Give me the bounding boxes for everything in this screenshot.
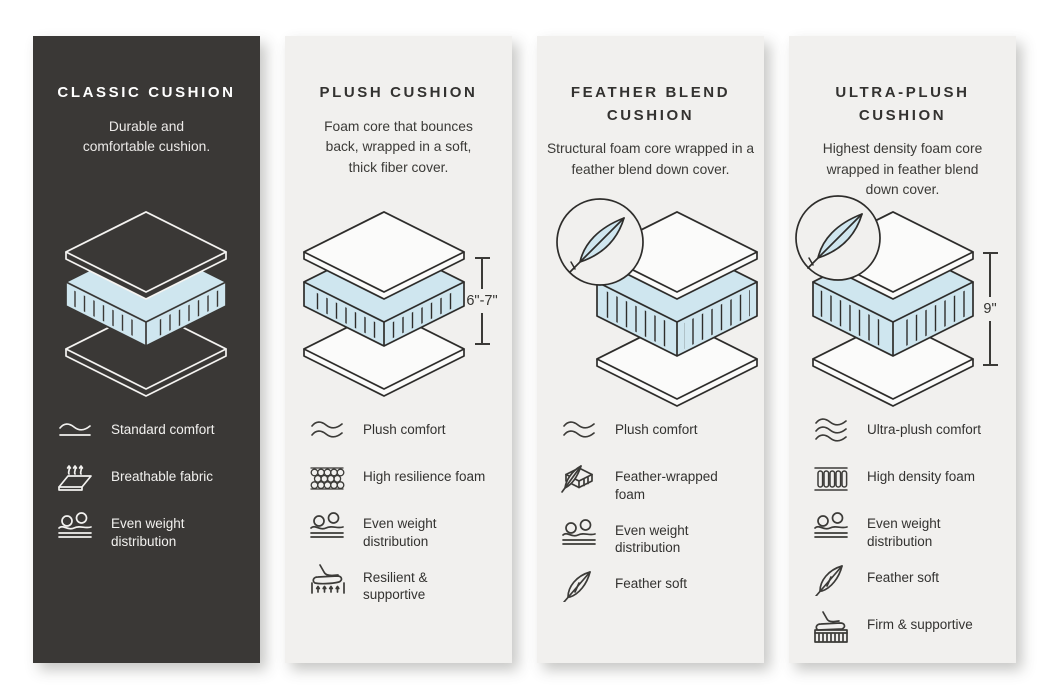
card-title: ULTRA-PLUSH CUSHION — [835, 84, 970, 124]
firm-support-icon — [811, 609, 851, 643]
feature-row — [559, 568, 756, 604]
feature-label: Plush comfort — [363, 422, 446, 437]
weight-distribution-icon — [307, 508, 347, 542]
density-foam-icon — [811, 461, 851, 495]
card-description: Foam core that bounces back, wrapped in a soft, thick fiber cover. — [324, 118, 473, 175]
feature-row — [307, 508, 504, 551]
honeycomb-foam-icon — [307, 461, 347, 495]
ruler-cap — [983, 364, 998, 366]
weight-distribution-icon — [55, 508, 95, 542]
feature-label: Even weight distribution — [363, 516, 437, 549]
ruler-cap — [475, 343, 490, 345]
ruler-line — [481, 313, 483, 343]
feature-label: Resilient & supportive — [363, 569, 428, 603]
cushion-layers-illustration — [789, 192, 1016, 414]
weight-distribution-icon — [811, 508, 851, 542]
card-description: Structural foam core wrapped in a feather blend down cover. — [546, 141, 755, 177]
feather-icon — [559, 568, 599, 602]
classic-cushion-card — [33, 36, 260, 663]
ruler-line — [481, 259, 483, 289]
feature-label: High density foam — [867, 469, 976, 484]
feature-row — [559, 414, 756, 450]
breathable-fabric-icon — [55, 461, 95, 495]
feature-row — [559, 515, 756, 558]
feature-row — [307, 461, 504, 497]
cushion-layers-illustration — [33, 192, 260, 414]
card-title: PLUSH CUSHION — [319, 84, 478, 101]
wave-single-icon — [55, 414, 95, 448]
feature-label: Firm & supportive — [867, 616, 973, 632]
feature-list — [55, 414, 252, 562]
ruler-line — [989, 254, 991, 297]
measurement-value: 6"-7" — [466, 293, 498, 309]
feature-row — [811, 609, 1008, 645]
feature-row — [811, 461, 1008, 497]
feature-row — [811, 414, 1008, 450]
feature-label: Ultra-plush comfort — [867, 422, 982, 437]
feature-row — [307, 562, 504, 605]
height-measurement — [460, 257, 504, 345]
wave-double-icon — [559, 414, 599, 448]
feature-label: Even weight distribution — [111, 516, 185, 549]
ruler-line — [989, 321, 991, 364]
card-description: Durable and comfortable cushion. — [82, 118, 211, 155]
feature-list — [559, 414, 756, 615]
cushion-layers-illustration — [285, 192, 512, 414]
card-description: Highest density foam core wrapped in feather blend down cover. — [822, 141, 983, 198]
cushion-layers-illustration — [537, 192, 764, 414]
feature-label: Plush comfort — [615, 422, 698, 437]
feature-label: Even weight distribution — [615, 522, 689, 556]
feature-label: Feather soft — [615, 576, 688, 592]
weight-distribution-icon — [559, 515, 599, 549]
feature-label: Breathable fabric — [111, 469, 214, 484]
wave-double-icon — [307, 414, 347, 448]
ultra-plush-cushion-card — [789, 36, 1016, 663]
feature-row — [307, 414, 504, 450]
feature-row — [811, 562, 1008, 598]
feature-row — [55, 414, 252, 450]
cushion-exploded-diagram-with-feather — [537, 192, 764, 412]
card-title: CLASSIC CUSHION — [57, 84, 236, 101]
card-title: FEATHER BLEND CUSHION — [570, 84, 731, 124]
height-measurement — [968, 252, 1012, 366]
measurement-value: 9" — [983, 301, 997, 317]
feature-list — [307, 414, 504, 615]
feather-icon — [811, 562, 851, 596]
feature-list — [811, 414, 1008, 656]
feather-blend-cushion-card — [537, 36, 764, 663]
feather-foam-icon — [559, 461, 599, 495]
plush-cushion-card — [285, 36, 512, 663]
feature-row — [559, 461, 756, 504]
feature-label: Feather-wrapped foam — [615, 469, 718, 502]
feature-label: Even weight distribution — [867, 516, 941, 549]
feature-row — [811, 508, 1008, 551]
feature-row — [55, 461, 252, 497]
feature-row — [55, 508, 252, 551]
cushion-exploded-diagram — [33, 192, 260, 412]
feature-label: High resilience foam — [363, 469, 486, 484]
feature-label: Standard comfort — [111, 422, 215, 437]
wave-triple-icon — [811, 414, 851, 448]
support-arrows-icon — [307, 562, 347, 596]
feature-label: Feather soft — [867, 569, 940, 585]
